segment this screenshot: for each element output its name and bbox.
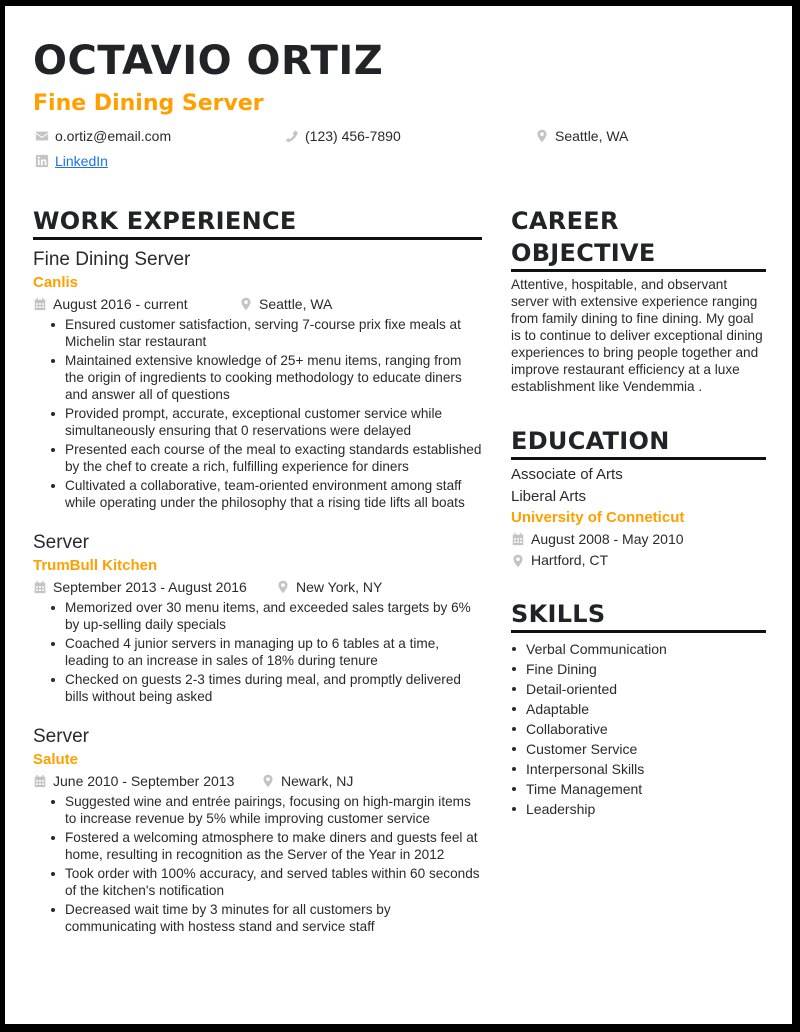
- contact-phone: [285, 127, 401, 145]
- school-name: University of Conneticut: [511, 509, 685, 526]
- job-bullets: [47, 793, 482, 935]
- section-heading-work-experience: WORK EXPERIENCE: [33, 205, 482, 240]
- bullet-item: Memorized over 30 menu items, and exceeded sales targets by 6% by up-selling daily specials: [47, 599, 482, 633]
- job-dates: [33, 577, 276, 597]
- skill-item: Collaborative: [511, 719, 766, 739]
- career-objective-text: Attentive, hospitable, and observant server with extensive experience ranging from family dining to fine dining. My goal is to continue to deliver exceptional dining experiences to bring people together and improve restaurant efficiency at a luxe establishment like Vendemmia .: [511, 277, 763, 394]
- education-location-text: Hartford, CT: [531, 552, 609, 568]
- skill-item: Interpersonal Skills: [511, 759, 766, 779]
- skills-section: [511, 598, 766, 819]
- job-meta: [33, 294, 482, 314]
- contact-linkedin: [35, 152, 108, 170]
- skills-list: [511, 639, 766, 819]
- job-location-text: New York, NY: [296, 579, 383, 595]
- email-text: o.ortiz@email.com: [55, 128, 172, 144]
- company-name: Canlis: [33, 274, 79, 291]
- skill-item: Fine Dining: [511, 659, 766, 679]
- bullet-item: Coached 4 junior servers in managing up to 6 tables at a time, leading to an increase in sales of 18% during tenure: [47, 635, 482, 669]
- job-entry: [33, 725, 482, 935]
- job-meta: [33, 771, 482, 791]
- skill-item: Verbal Communication: [511, 639, 766, 659]
- map-pin-icon: [276, 580, 290, 594]
- education-entry: [511, 464, 766, 572]
- bullet-item: Fostered a welcoming atmosphere to make diners and guests feel at home, resulting in recognition as the Server of the Year in 2012: [47, 829, 482, 863]
- work-experience-section: [33, 205, 482, 935]
- job-dates-text: September 2013 - August 2016: [53, 579, 247, 595]
- bullet-item: Decreased wait time by 3 minutes for all customers by communicating with hostess stand and service staff: [47, 901, 482, 935]
- job-entry: [33, 531, 482, 705]
- degree: Associate of Arts: [511, 466, 623, 483]
- skill-item: Adaptable: [511, 699, 766, 719]
- bullet-item: Suggested wine and entrée pairings, focusing on high-margin items to increase revenue by 5% while improving customer service: [47, 793, 482, 827]
- phone-icon: [285, 129, 299, 143]
- sidebar-column: [511, 205, 766, 819]
- education-dates: [511, 529, 766, 551]
- bullet-item: Ensured customer satisfaction, serving 7-course prix fixe meals at Michelin star restaurant: [47, 316, 482, 350]
- bullet-item: Maintained extensive knowledge of 25+ menu items, ranging from the origin of ingredients to cooking methodology to educate diners and answer all of questions: [47, 352, 482, 403]
- job-location-text: Newark, NJ: [281, 773, 354, 789]
- skill-item: Customer Service: [511, 739, 766, 759]
- map-pin-icon: [239, 297, 253, 311]
- job-location-text: Seattle, WA: [259, 296, 333, 312]
- linkedin-icon: [35, 154, 49, 168]
- job-dates: [33, 294, 239, 314]
- company-name: Salute: [33, 751, 79, 768]
- section-heading-skills: SKILLS: [511, 598, 766, 633]
- envelope-icon: [35, 129, 49, 143]
- contact-email: [35, 127, 171, 145]
- linkedin-link[interactable]: LinkedIn: [55, 153, 108, 169]
- bullet-item: Took order with 100% accuracy, and served tables within 60 seconds of the kitchen's notification: [47, 865, 482, 899]
- candidate-name: OCTAVIO ORTIZ: [33, 38, 384, 84]
- bullet-item: Provided prompt, accurate, exceptional customer service while simultaneously ensuring that 0 reservations were delayed: [47, 405, 482, 439]
- bullet-item: Checked on guests 2-3 times during meal, and promptly delivered bills without being asked: [47, 671, 482, 705]
- phone-text: (123) 456-7890: [305, 128, 401, 144]
- section-heading-education: EDUCATION: [511, 425, 766, 460]
- map-pin-icon: [535, 129, 549, 143]
- section-heading-career-objective: CAREER OBJECTIVE: [511, 205, 766, 272]
- map-pin-icon: [261, 774, 275, 788]
- job-bullets: [47, 316, 482, 511]
- career-objective-section: [511, 205, 766, 395]
- education-location: [511, 550, 766, 572]
- job-title: Fine Dining Server: [33, 249, 191, 270]
- skill-item: Time Management: [511, 779, 766, 799]
- job-title: Server: [33, 532, 89, 553]
- map-pin-icon: [511, 554, 525, 568]
- field-of-study: Liberal Arts: [511, 487, 587, 505]
- company-name: TrumBull Kitchen: [33, 557, 158, 574]
- skill-item: Leadership: [511, 799, 766, 819]
- job-meta: [33, 577, 482, 597]
- job-location: [276, 577, 382, 597]
- resume-page: [5, 6, 792, 1024]
- job-dates-text: August 2016 - current: [53, 296, 188, 312]
- education-dates-text: August 2008 - May 2010: [531, 530, 684, 547]
- calendar-icon: [33, 774, 47, 788]
- job-location: [239, 294, 332, 314]
- candidate-title: Fine Dining Server: [33, 91, 264, 116]
- calendar-icon: [33, 297, 47, 311]
- job-title: Server: [33, 726, 89, 747]
- education-section: [511, 425, 766, 572]
- contact-location: [535, 127, 628, 145]
- calendar-icon: [33, 580, 47, 594]
- job-entry: [33, 248, 482, 511]
- job-bullets: [47, 599, 482, 705]
- bullet-item: Presented each course of the meal to exacting standards established by the chef to create a rich, fulfilling experience for diners: [47, 441, 482, 475]
- bullet-item: Cultivated a collaborative, team-oriented environment among staff while operating under the philosophy that a rising tide lifts all boats: [47, 477, 482, 511]
- job-dates: [33, 771, 261, 791]
- calendar-icon: [511, 532, 525, 546]
- job-dates-text: June 2010 - September 2013: [53, 773, 235, 789]
- job-location: [261, 771, 353, 791]
- skill-item: Detail-oriented: [511, 679, 766, 699]
- location-text: Seattle, WA: [555, 128, 629, 144]
